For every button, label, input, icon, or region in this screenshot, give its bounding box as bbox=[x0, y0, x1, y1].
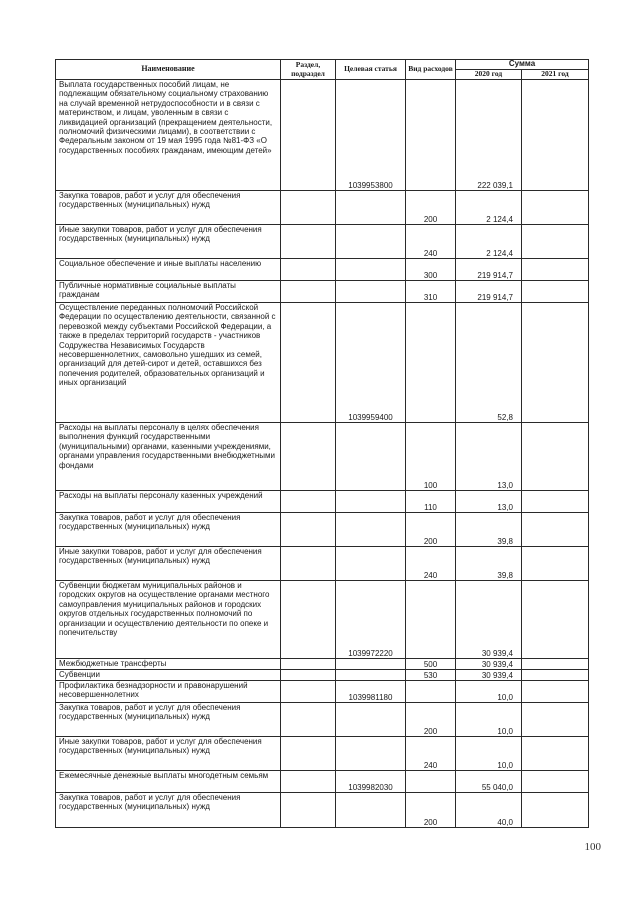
row-amount-2020: 10,0 bbox=[456, 737, 522, 771]
row-amount-2021 bbox=[522, 659, 589, 670]
row-section bbox=[281, 513, 336, 547]
row-target: 1039953800 bbox=[336, 80, 406, 191]
row-kind: 110 bbox=[406, 491, 456, 513]
row-section bbox=[281, 80, 336, 191]
row-amount-2020: 55 040,0 bbox=[456, 771, 522, 793]
row-name: Профилактика безнадзорности и правонарушений несовершеннолетних bbox=[56, 681, 281, 703]
page-number: 100 bbox=[584, 841, 601, 853]
row-amount-2021 bbox=[522, 670, 589, 681]
row-target bbox=[336, 423, 406, 491]
table-row bbox=[56, 681, 589, 703]
row-target bbox=[336, 259, 406, 281]
row-target: 1039982030 bbox=[336, 771, 406, 793]
row-amount-2021 bbox=[522, 80, 589, 191]
row-amount-2020: 222 039,1 bbox=[456, 80, 522, 191]
row-section bbox=[281, 281, 336, 303]
row-kind: 100 bbox=[406, 423, 456, 491]
row-target bbox=[336, 703, 406, 737]
row-amount-2021 bbox=[522, 303, 589, 423]
row-amount-2020: 10,0 bbox=[456, 681, 522, 703]
table-row bbox=[56, 303, 589, 423]
row-kind: 200 bbox=[406, 191, 456, 225]
row-amount-2021 bbox=[522, 681, 589, 703]
row-amount-2020: 219 914,7 bbox=[456, 259, 522, 281]
row-amount-2021 bbox=[522, 513, 589, 547]
row-amount-2021 bbox=[522, 581, 589, 659]
header-section: Раздел, подраздел bbox=[281, 60, 336, 80]
row-section bbox=[281, 547, 336, 581]
row-section bbox=[281, 491, 336, 513]
table-row bbox=[56, 423, 589, 491]
row-section bbox=[281, 423, 336, 491]
row-kind: 530 bbox=[406, 670, 456, 681]
row-kind: 240 bbox=[406, 547, 456, 581]
row-target bbox=[336, 191, 406, 225]
row-section bbox=[281, 771, 336, 793]
row-name: Выплата государственных пособий лицам, не подлежащим обязательному социальному страхованию на случай временной нетрудоспособности и в связи с материнством, и лицам, уволенным в связи с ликвидацией организаций (прекращением деятельности, полномочий физическими лицами), в соответствии с Федеральным законом от 19 мая 1995 года №81-ФЗ «О государственных пособиях гражданам, имеющим детей» bbox=[56, 80, 281, 191]
table-row bbox=[56, 80, 589, 191]
table-row bbox=[56, 581, 589, 659]
row-target bbox=[336, 670, 406, 681]
table-row bbox=[56, 670, 589, 681]
row-name: Ежемесячные денежные выплаты многодетным семьям bbox=[56, 771, 281, 793]
row-target bbox=[336, 659, 406, 670]
row-name: Иные закупки товаров, работ и услуг для обеспечения государственных (муниципальных) нужд bbox=[56, 547, 281, 581]
row-name: Социальное обеспечение и иные выплаты населению bbox=[56, 259, 281, 281]
row-amount-2021 bbox=[522, 793, 589, 828]
table-row bbox=[56, 659, 589, 670]
row-name: Иные закупки товаров, работ и услуг для обеспечения государственных (муниципальных) нужд bbox=[56, 737, 281, 771]
row-name: Межбюджетные трансферты bbox=[56, 659, 281, 670]
table-row bbox=[56, 225, 589, 259]
row-target bbox=[336, 225, 406, 259]
row-name: Закупка товаров, работ и услуг для обеспечения государственных (муниципальных) нужд bbox=[56, 703, 281, 737]
table-row bbox=[56, 513, 589, 547]
row-target: 1039972220 bbox=[336, 581, 406, 659]
row-target bbox=[336, 491, 406, 513]
table-row bbox=[56, 793, 589, 828]
row-amount-2021 bbox=[522, 737, 589, 771]
row-kind: 200 bbox=[406, 513, 456, 547]
row-amount-2020: 30 939,4 bbox=[456, 581, 522, 659]
row-amount-2020: 30 939,4 bbox=[456, 670, 522, 681]
row-amount-2020: 39,8 bbox=[456, 513, 522, 547]
table-row bbox=[56, 191, 589, 225]
row-name: Субвенции бюджетам муниципальных районов и городских округов на осуществление органами местного самоуправления муниципальных районов и городских округов отдельных государственных полномочий по организации и осуществлению деятельности по опеке и попечительству bbox=[56, 581, 281, 659]
row-name: Осуществление переданных полномочий Российской Федерации по осуществлению деятельности, связанной с перевозкой между субъектами Российской Федерации, а также в пределах территорий государств - участников Содружества Независимых Государств несовершеннолетних, самовольно ушедших из семей, организаций для детей-сирот и детей, оставшихся без попечения родителей, образовательных организаций и иных организаций bbox=[56, 303, 281, 423]
row-name: Расходы на выплаты персоналу в целях обеспечения выполнения функций государственными (муниципальными) органами, казенными учреждениями, органами управления государственными внебюджетными фондами bbox=[56, 423, 281, 491]
row-name: Закупка товаров, работ и услуг для обеспечения государственных (муниципальных) нужд bbox=[56, 513, 281, 547]
row-amount-2021 bbox=[522, 259, 589, 281]
table-row bbox=[56, 491, 589, 513]
row-amount-2021 bbox=[522, 423, 589, 491]
row-amount-2020: 52,8 bbox=[456, 303, 522, 423]
row-amount-2021 bbox=[522, 703, 589, 737]
header-year-2020: 2020 год bbox=[456, 70, 522, 80]
table-row bbox=[56, 771, 589, 793]
row-name: Публичные нормативные социальные выплаты гражданам bbox=[56, 281, 281, 303]
row-section bbox=[281, 793, 336, 828]
row-target: 1039981180 bbox=[336, 681, 406, 703]
row-target bbox=[336, 737, 406, 771]
table-row bbox=[56, 547, 589, 581]
row-kind bbox=[406, 771, 456, 793]
row-kind: 500 bbox=[406, 659, 456, 670]
row-section bbox=[281, 303, 336, 423]
row-amount-2020: 10,0 bbox=[456, 703, 522, 737]
header-name: Наименование bbox=[56, 60, 281, 80]
table-row bbox=[56, 259, 589, 281]
table-row bbox=[56, 703, 589, 737]
table-body bbox=[56, 80, 589, 828]
row-target bbox=[336, 513, 406, 547]
row-section bbox=[281, 581, 336, 659]
header-kind: Вид расходов bbox=[406, 60, 456, 80]
row-target bbox=[336, 547, 406, 581]
row-amount-2020: 2 124,4 bbox=[456, 225, 522, 259]
header-sum: Сумма bbox=[456, 60, 589, 70]
row-name: Закупка товаров, работ и услуг для обеспечения государственных (муниципальных) нужд bbox=[56, 191, 281, 225]
table-row bbox=[56, 737, 589, 771]
row-kind bbox=[406, 303, 456, 423]
header-year-2021: 2021 год bbox=[522, 70, 589, 80]
row-kind bbox=[406, 581, 456, 659]
row-amount-2020: 30 939,4 bbox=[456, 659, 522, 670]
row-kind: 240 bbox=[406, 737, 456, 771]
row-amount-2020: 219 914,7 bbox=[456, 281, 522, 303]
row-kind: 200 bbox=[406, 703, 456, 737]
row-amount-2021 bbox=[522, 281, 589, 303]
row-amount-2020: 2 124,4 bbox=[456, 191, 522, 225]
row-amount-2021 bbox=[522, 771, 589, 793]
row-amount-2020: 13,0 bbox=[456, 491, 522, 513]
row-section bbox=[281, 659, 336, 670]
row-amount-2020: 40,0 bbox=[456, 793, 522, 828]
row-section bbox=[281, 681, 336, 703]
row-section bbox=[281, 259, 336, 281]
row-section bbox=[281, 191, 336, 225]
row-amount-2021 bbox=[522, 491, 589, 513]
row-name: Закупка товаров, работ и услуг для обеспечения государственных (муниципальных) нужд bbox=[56, 793, 281, 828]
row-kind: 300 bbox=[406, 259, 456, 281]
row-name: Субвенции bbox=[56, 670, 281, 681]
row-section bbox=[281, 703, 336, 737]
row-amount-2020: 13,0 bbox=[456, 423, 522, 491]
row-kind: 240 bbox=[406, 225, 456, 259]
row-amount-2021 bbox=[522, 225, 589, 259]
row-name: Расходы на выплаты персоналу казенных учреждений bbox=[56, 491, 281, 513]
row-target: 1039959400 bbox=[336, 303, 406, 423]
row-section bbox=[281, 225, 336, 259]
row-kind: 200 bbox=[406, 793, 456, 828]
row-amount-2021 bbox=[522, 547, 589, 581]
row-amount-2020: 39,8 bbox=[456, 547, 522, 581]
row-kind: 310 bbox=[406, 281, 456, 303]
row-amount-2021 bbox=[522, 191, 589, 225]
row-section bbox=[281, 737, 336, 771]
table-row bbox=[56, 281, 589, 303]
row-section bbox=[281, 670, 336, 681]
header-target: Целевая статья bbox=[336, 60, 406, 80]
row-name: Иные закупки товаров, работ и услуг для обеспечения государственных (муниципальных) нужд bbox=[56, 225, 281, 259]
row-kind bbox=[406, 681, 456, 703]
row-kind bbox=[406, 80, 456, 191]
budget-table bbox=[55, 59, 589, 828]
row-target bbox=[336, 793, 406, 828]
row-target bbox=[336, 281, 406, 303]
